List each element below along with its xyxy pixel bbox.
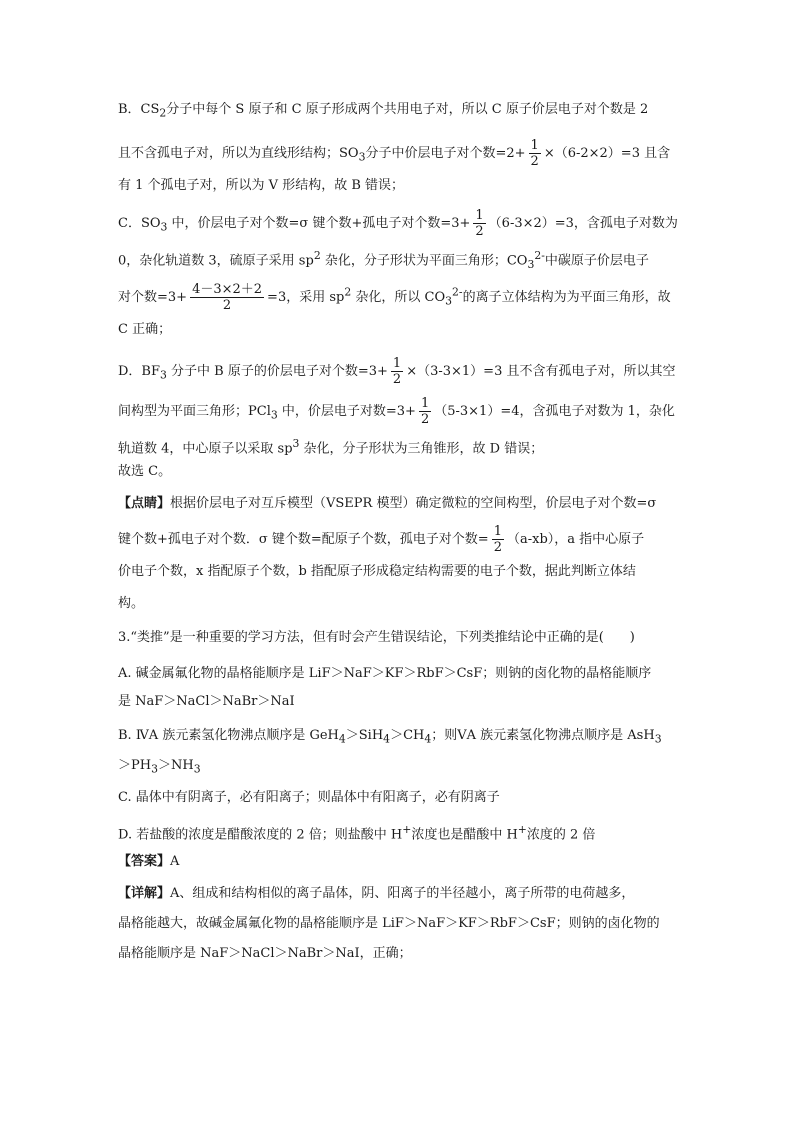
text-line: 0，杂化轨道数 3，硫原子采用 $sp^2$ 杂化，分子形状为平面三角形；$CO_3^{2-}$中碳原子价层电子 (118, 249, 649, 271)
text-line: D．$BF_3$ 分子中 B 原子的价层电子对个数=3+ $\frac{1}{2}$ ×（3-3×1）=3 且不含有孤电子对，所以其空 (118, 356, 676, 387)
text-line: 键个数+孤电子对个数．σ 键个数=配原子个数，孤电子对个数= $\frac{1}{2}$ （a-xb），a 指中心原子 (118, 524, 645, 555)
option-c: C. 晶体中有阴离子，必有阳离子；则晶体中有阳离子，必有阴离子 (118, 790, 500, 805)
section-tag: 【答案】 (118, 854, 171, 869)
answer-line: 【答案】A (118, 854, 180, 869)
text-line: 【详解】A、组成和结构相似的离子晶体，阴、阳离子的半径越小，离子所带的电荷越多， (118, 886, 635, 901)
option-b-cont: $>PH_3>NH_3$ (118, 758, 201, 776)
section-tag: 【点睛】 (118, 496, 171, 511)
option-d: D. 若盐酸的浓度是醋酸浓度的 2 倍；则盐酸中 H+浓度也是醋酸中 H+浓度的 2 倍 (118, 823, 596, 843)
fraction: $\frac{1}{2}$ (392, 356, 402, 387)
question-stem: 3.“类推”是一种重要的学习方法，但有时会产生错误结论，下列类推结论中正确的是( ) (118, 630, 635, 645)
fraction: $\frac{1}{2}$ (493, 524, 502, 555)
fraction: $\frac{1}{2}$ (420, 396, 430, 427)
fraction: $\frac{1}{2}$ (475, 208, 484, 239)
text-line: C 正确； (118, 322, 172, 337)
fraction: $\frac{1}{2}$ (530, 138, 539, 169)
text-line: 有 1 个孤电子对，所以为 V 形结构，故 B 错误； (118, 178, 405, 193)
option-a-cont: 是 NaF＞NaCl＞NaBr＞NaI (118, 694, 295, 709)
option-a: A. 碱金属氟化物的晶格能顺序是 LiF＞NaF＞KF＞RbF＞CsF；则钠的卤化物的晶格能顺序 (118, 666, 652, 681)
text-line: 【点睛】根据价层电子对互斥模型（VSEPR 模型）确定微粒的空间构型，价层电子对个数=σ (118, 496, 657, 511)
text-line: C．$SO_3$ 中，价层电子对个数=σ 键个数+孤电子对个数=3+ $\frac{1}{2}$ （6-3×2）=3，含孤电子对数为 (118, 208, 678, 239)
text-line: 晶格能越大，故碱金属氟化物的晶格能顺序是 LiF＞NaF＞KF＞RbF＞CsF；则钠的卤化物的 (118, 916, 660, 931)
option-b: B. ⅣA 族元素氢化物沸点顺序是 $GeH_4>SiH_4>CH_4$；则ⅤA 族元素氢化物沸点顺序是 AsH$_3$ (118, 728, 662, 746)
section-tag: 【详解】 (118, 886, 171, 901)
text-line: 且不含孤电子对，所以为直线形结构；$SO_3$分子中价层电子对个数=2+ $\frac{1}{2}$ ×（6-2×2）=3 且含 (118, 138, 671, 169)
text-line: B．$CS_2$分子中每个 S 原子和 C 原子形成两个共用电子对，所以 C 原子价层电子对个数是 2 (118, 102, 649, 120)
text-line: 价电子个数，x 指配原子个数，b 指配原子形成稳定结构需要的电子个数，据此判断立体结 (118, 564, 636, 579)
text-line: 构。 (118, 596, 145, 611)
fraction: $\frac{4-3\times 2+2}{2}$ (192, 282, 263, 313)
text-line: 轨道数 4，中心原子以采取 $sp^3$ 杂化，分子形状为三角锥形，故 D 错误； (118, 437, 544, 457)
text-line: 间构型为平面三角形；PCl$_3$ 中，价层电子对数=3+ $\frac{1}{2}$ （5-3×1）=4，含孤电子对数为 1，杂化 (118, 396, 675, 427)
text-line: 故选 C。 (118, 464, 172, 479)
text-line: 对个数=3+ $\frac{4-3\times 2+2}{2}$ =3，采用 $sp^2$ 杂化，所以 $CO_3^{2-}$的离子立体结构为为平面三角形，故 (118, 282, 671, 313)
text-line: 晶格能顺序是 NaF＞NaCl＞NaBr＞NaI，正确； (118, 946, 412, 961)
